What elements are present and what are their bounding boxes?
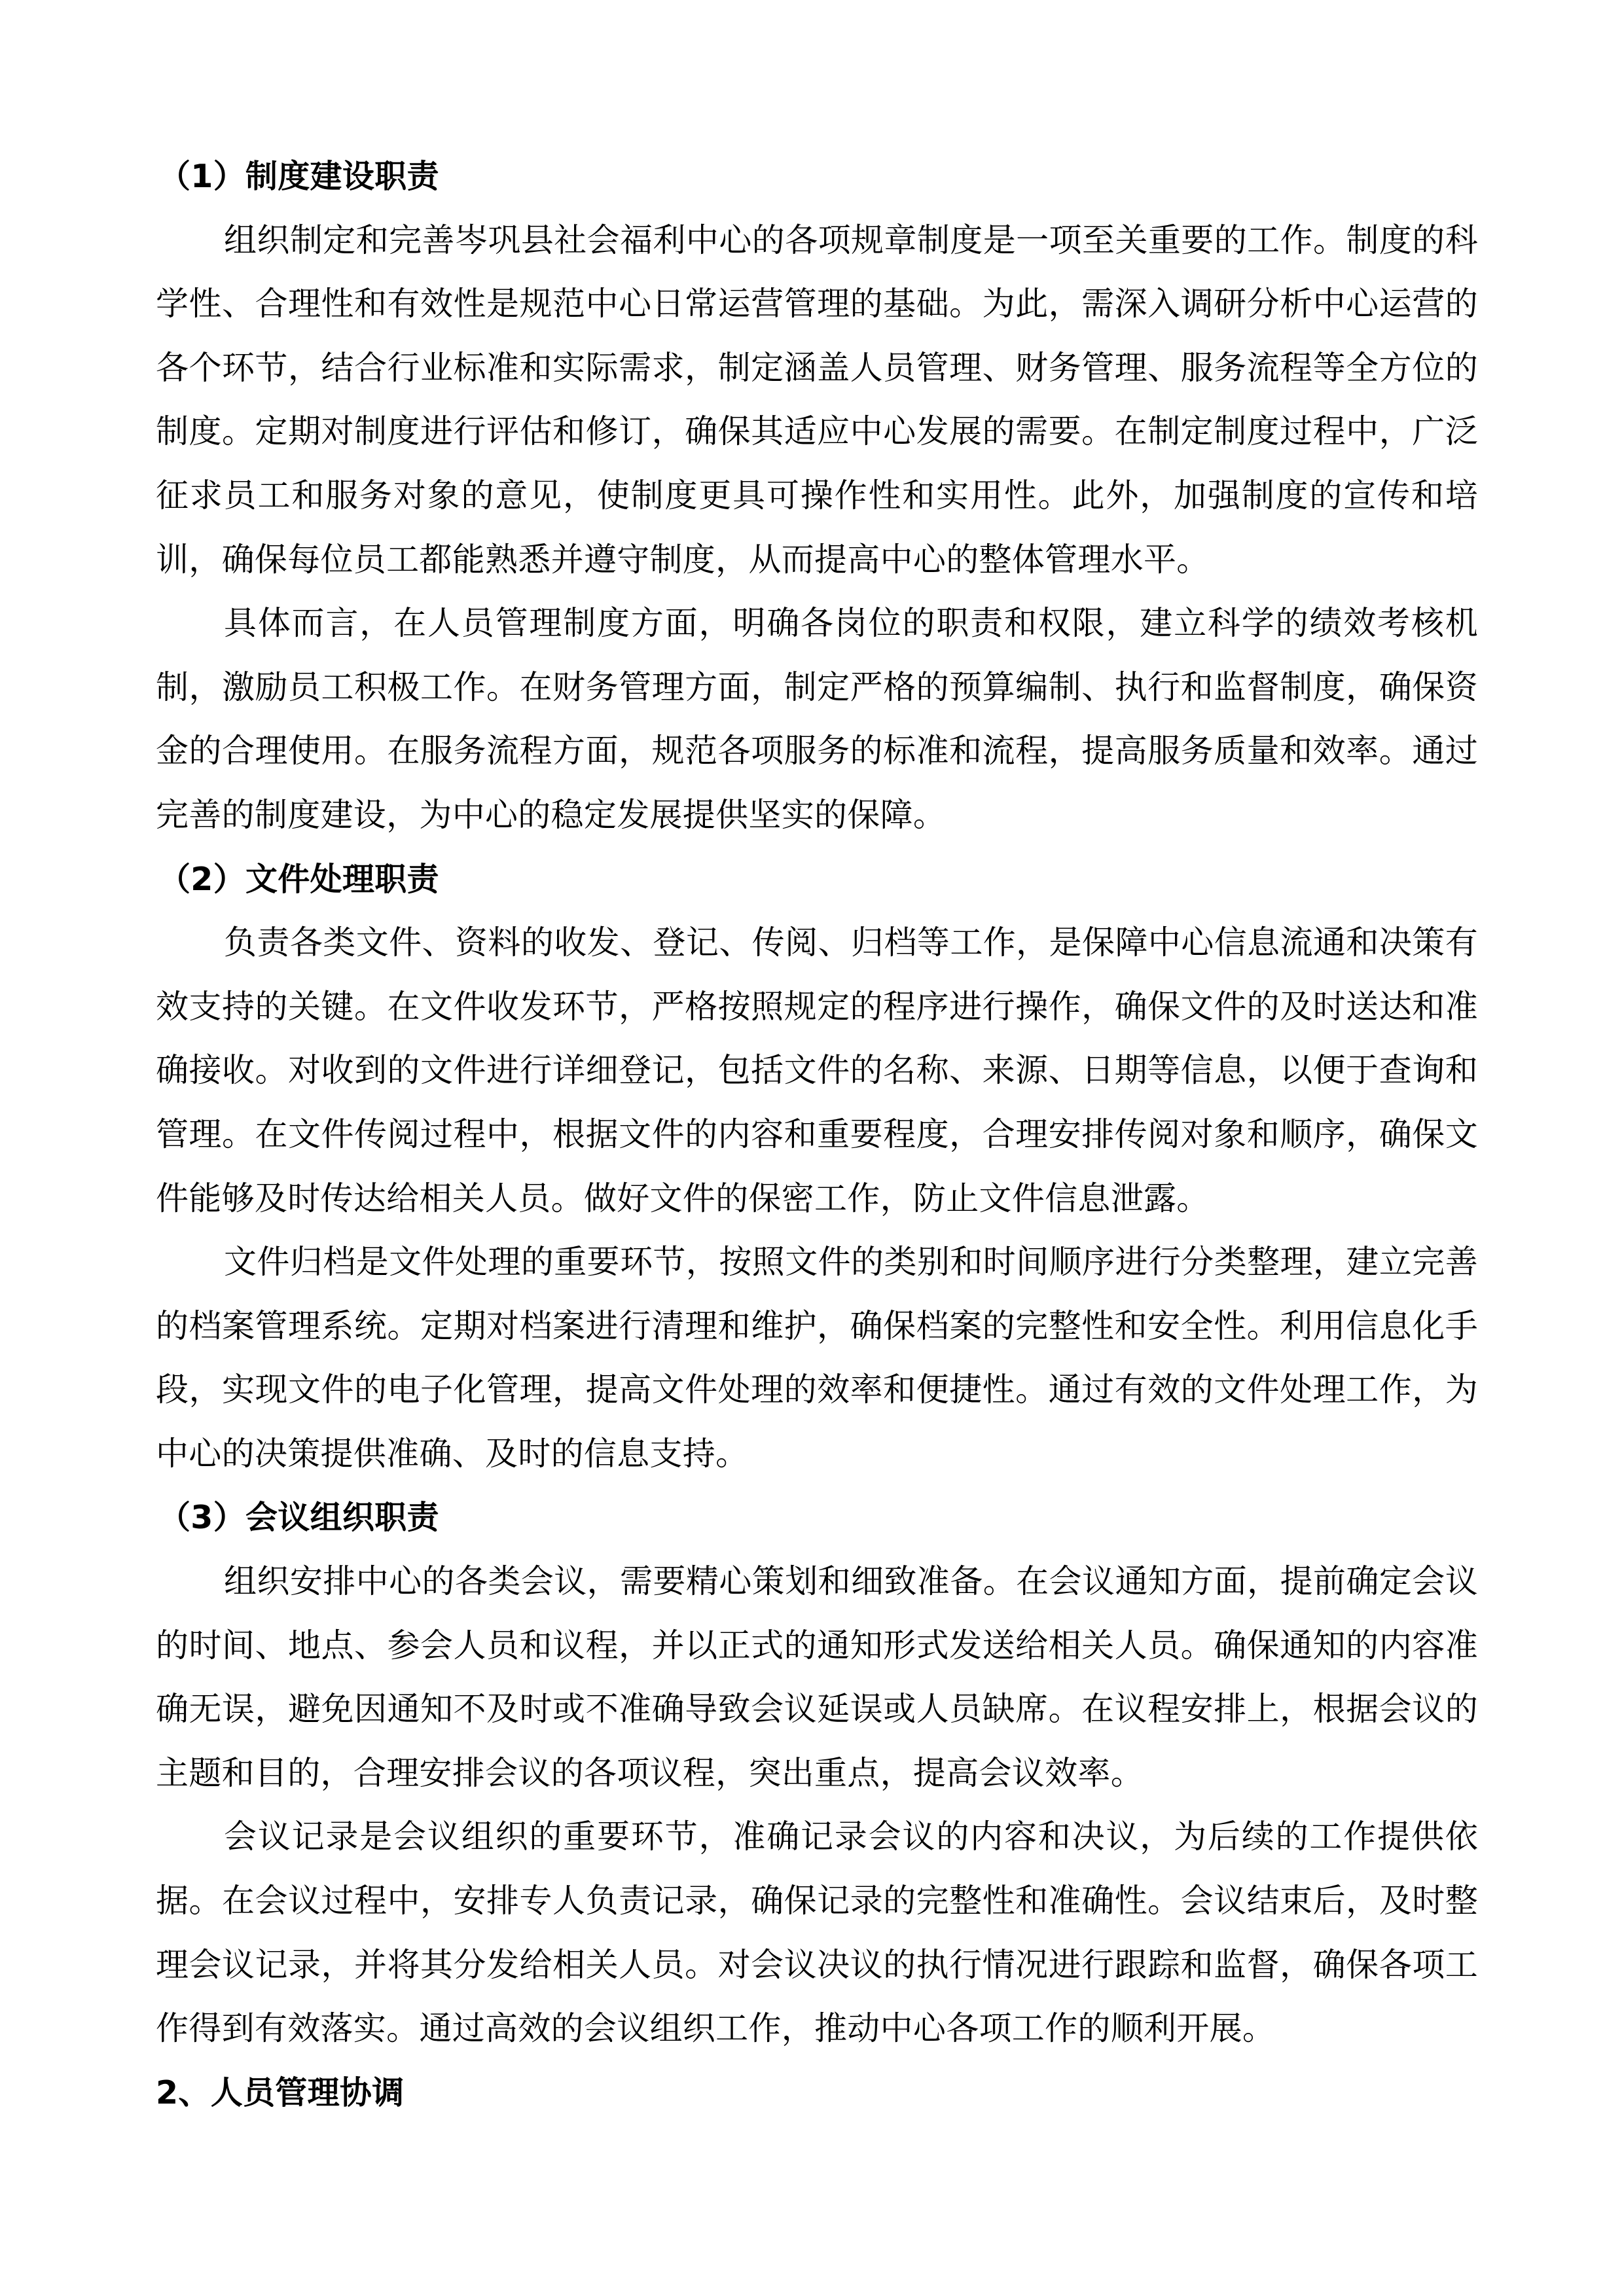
section-heading: （2）文件处理职责 <box>158 860 439 898</box>
section-heading: （1）制度建设职责 <box>158 158 439 195</box>
section <box>156 2061 1478 2125</box>
paragraph-line: 中心的决策提供准确、及时的信息支持。 <box>156 1434 749 1473</box>
paragraph-line: 完善的制度建设，为中心的稳定发展提供坚实的保障。 <box>156 795 947 834</box>
paragraph-line: 学性、合理性和有效性是规范中心日常运营管理的基础。为此，需深入调研分析中心运营的 <box>156 285 1478 323</box>
paragraph-line: 具体而言，在人员管理制度方面，明确各岗位的职责和权限，建立科学的绩效考核机 <box>224 604 1478 643</box>
paragraph-line: 制，激励员工积极工作。在财务管理方面，制定严格的预算编制、执行和监督制度，确保资 <box>156 668 1478 706</box>
paragraph-line: 主题和目的，合理安排会议的各项议程，突出重点，提高会议效率。 <box>156 1753 1144 1792</box>
section-heading: （3）会议组织职责 <box>158 1499 439 1537</box>
paragraph-line: 组织制定和完善岑巩县社会福利中心的各项规章制度是一项至关重要的工作。制度的科 <box>224 221 1478 259</box>
paragraph <box>156 209 1478 592</box>
paragraph <box>156 592 1478 847</box>
paragraph-line: 效支持的关键。在文件收发环节，严格按照规定的程序进行操作，确保文件的及时送达和准 <box>156 987 1478 1026</box>
paragraph <box>156 1550 1478 1805</box>
paragraph-line: 文件归档是文件处理的重要环节，按照文件的类别和时间顺序进行分类整理，建立完善 <box>224 1243 1478 1282</box>
paragraph-line: 件能够及时传达给相关人员。做好文件的保密工作，防止文件信息泄露。 <box>156 1179 1210 1217</box>
paragraph-line: 理会议记录，并将其分发给相关人员。对会议决议的执行情况进行跟踪和监督，确保各项工 <box>156 1945 1478 1984</box>
section <box>156 1486 1478 2060</box>
paragraph <box>156 911 1478 1230</box>
paragraph-line: 组织安排中心的各类会议，需要精心策划和细致准备。在会议通知方面，提前确定会议 <box>224 1562 1478 1601</box>
paragraph-line: 征求员工和服务对象的意见，使制度更具可操作性和实用性。此外，加强制度的宣传和培 <box>156 476 1478 514</box>
paragraph-line: 管理。在文件传阅过程中，根据文件的内容和重要程度，合理安排传阅对象和顺序，确保文 <box>156 1115 1478 1153</box>
paragraph-line: 的档案管理系统。定期对档案进行清理和维护，确保档案的完整性和安全性。利用信息化手 <box>156 1306 1478 1345</box>
section <box>156 145 1478 848</box>
document-page <box>156 145 1478 2125</box>
paragraph-line: 作得到有效落实。通过高效的会议组织工作，推动中心各项工作的顺利开展。 <box>156 2009 1276 2048</box>
paragraph-line: 金的合理使用。在服务流程方面，规范各项服务的标准和流程，提高服务质量和效率。通过 <box>156 732 1478 770</box>
paragraph-line: 的时间、地点、参会人员和议程，并以正式的通知形式发送给相关人员。确保通知的内容准 <box>156 1626 1478 1664</box>
paragraph-line: 训，确保每位员工都能熟悉并遵守制度，从而提高中心的整体管理水平。 <box>156 540 1210 579</box>
paragraph-line: 会议记录是会议组织的重要环节，准确记录会议的内容和决议，为后续的工作提供依 <box>224 1818 1478 1856</box>
section-heading: 2、人员管理协调 <box>156 2073 405 2111</box>
paragraph-line: 确无误，避免因通知不及时或不准确导致会议延误或人员缺席。在议程安排上，根据会议的 <box>156 1690 1478 1729</box>
paragraph-line: 各个环节，结合行业标准和实际需求，制定涵盖人员管理、财务管理、服务流程等全方位的 <box>156 348 1478 387</box>
paragraph <box>156 1805 1478 2060</box>
paragraph-line: 制度。定期对制度进行评估和修订，确保其适应中心发展的需要。在制定制度过程中，广泛 <box>156 412 1478 451</box>
paragraph <box>156 1230 1478 1486</box>
paragraph-line: 负责各类文件、资料的收发、登记、传阅、归档等工作，是保障中心信息流通和决策有 <box>224 924 1478 962</box>
section <box>156 848 1478 1486</box>
paragraph-line: 确接收。对收到的文件进行详细登记，包括文件的名称、来源、日期等信息，以便于查询和 <box>156 1051 1478 1090</box>
paragraph-line: 段，实现文件的电子化管理，提高文件处理的效率和便捷性。通过有效的文件处理工作，为 <box>156 1371 1478 1409</box>
paragraph-line: 据。在会议过程中，安排专人负责记录，确保记录的完整性和准确性。会议结束后，及时整 <box>156 1882 1478 1920</box>
